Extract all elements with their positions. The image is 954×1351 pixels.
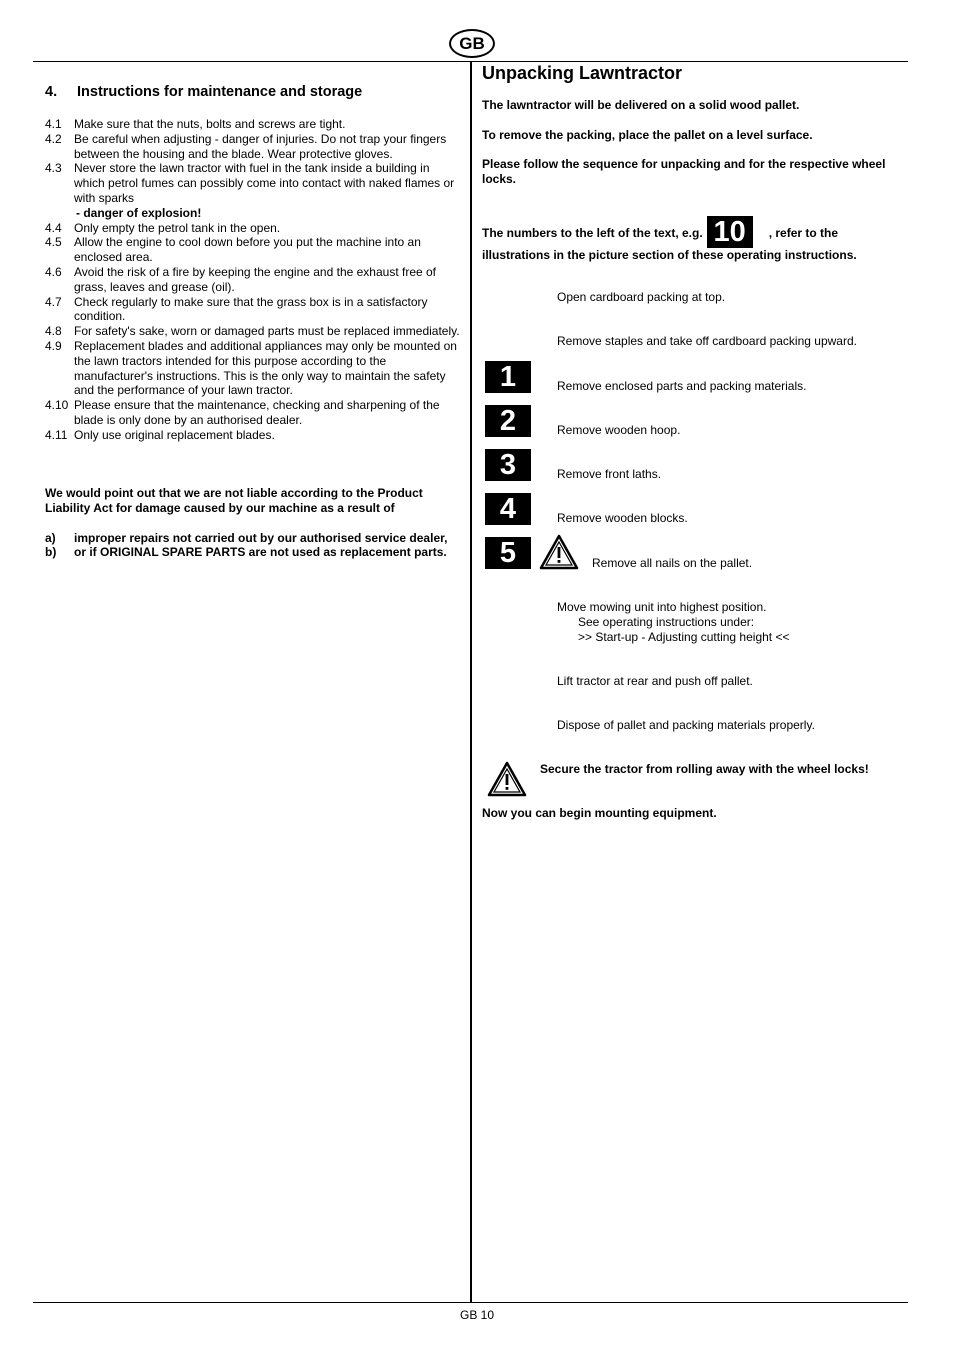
step-remove-staples: Remove staples and take off cardboard packing upward.: [557, 334, 857, 348]
list-item: 4.1 Make sure that the nuts, bolts and screws are tight.: [45, 117, 346, 131]
list-item: 4.7 Check regularly to make sure that the grass box is in a satisfactory condition.: [45, 294, 428, 324]
bottom-rule: [33, 1302, 908, 1303]
step-dispose: Dispose of pallet and packing materials properly.: [557, 718, 815, 732]
page-number: GB 10: [459, 1308, 495, 1322]
intro-paragraph-3: Please follow the sequence for unpacking and for the respective wheel locks.: [482, 157, 886, 186]
list-item: 4.2 Be careful when adjusting - danger of injuries. Do not trap your fingers between the housing and the blade. Wear protective gloves.: [45, 131, 447, 161]
step-number-box: 1: [485, 361, 531, 393]
list-item: 4.11 Only use original replacement blades.: [45, 427, 275, 442]
list-item: 4.9 Replacement blades and additional appliances may only be mounted on the lawn tractors intended for this purpose according to the manufacturer's instructions. This is the only way to maintain the safety and the performance of your lawn tractor.: [45, 338, 457, 398]
step-number-box: 2: [485, 405, 531, 437]
list-item: 4.5 Allow the engine to cool down before you put the machine into an enclosed area.: [45, 235, 421, 265]
step-number-box: 5: [485, 537, 531, 569]
page-title: Unpacking Lawntractor: [482, 63, 683, 83]
liability-item: b) or if ORIGINAL SPARE PARTS are not used as replacement parts.: [45, 545, 447, 560]
explosion-warning-note: - danger of explosion!: [76, 205, 202, 220]
step-number-box: 4: [485, 493, 531, 525]
step-move-mowing-unit: Move mowing unit into highest position. See operating instructions under: >> Start-up - Adjusting cutting height <<: [557, 600, 790, 644]
step-remove-nails: Remove all nails on the pallet.: [592, 556, 753, 570]
intro-paragraph-4: The numbers to the left of the text, e.g. 10 , refer to the illustrations in the picture section of these operating instructions.: [482, 216, 857, 262]
step-number-box: 3: [485, 449, 531, 481]
intro-paragraph-2: To remove the packing, place the pallet on a level surface.: [482, 128, 813, 142]
step-remove-laths: Remove front laths.: [557, 467, 662, 481]
column-divider: [470, 61, 472, 1302]
list-item: 4.10 Please ensure that the maintenance, checking and sharpening of the blade is only done by an authorised dealer.: [45, 398, 440, 427]
list-item: 4.4 Only empty the petrol tank in the open.: [45, 220, 281, 235]
list-item: 4.8 For safety's sake, worn or damaged parts must be replaced immediately.: [45, 324, 460, 339]
intro-paragraph-1: The lawntractor will be delivered on a solid wood pallet.: [482, 98, 800, 112]
warning-icon: [539, 534, 579, 570]
step-remove-hoop: Remove wooden hoop.: [557, 423, 681, 437]
section-title: Instructions for maintenance and storage: [77, 84, 363, 100]
warning-icon: [487, 761, 527, 797]
step-remove-parts: Remove enclosed parts and packing materials.: [557, 379, 807, 393]
step-lift-tractor: Lift tractor at rear and push off pallet.: [557, 674, 753, 688]
closing-note: Now you can begin mounting equipment.: [482, 806, 717, 820]
section-heading: [45, 84, 362, 100]
list-item: 4.3 Never store the lawn tractor with fuel in the tank inside a building in which petrol fumes can possibly come into contact with naked flames or with sparks: [45, 161, 455, 205]
liability-item: a) improper repairs not carried out by our authorised service dealer,: [45, 530, 448, 545]
example-number-box: 10: [707, 216, 753, 248]
section-number: 4.: [45, 84, 58, 100]
step-open-packing: Open cardboard packing at top.: [557, 290, 726, 304]
list-item: 4.6 Avoid the risk of a fire by keeping the engine and the exhaust free of grass, leaves and grease (oil).: [45, 264, 437, 294]
wheel-lock-warning: Secure the tractor from rolling away with the wheel locks!: [540, 762, 869, 776]
language-badge: GB: [449, 29, 495, 58]
maintenance-list: [45, 117, 460, 443]
step-remove-blocks: Remove wooden blocks.: [557, 511, 688, 525]
liability-intro: We would point out that we are not liable according to the Product Liability Act for damage caused by our machine as a result of: [45, 486, 423, 515]
liability-section: [45, 486, 460, 560]
